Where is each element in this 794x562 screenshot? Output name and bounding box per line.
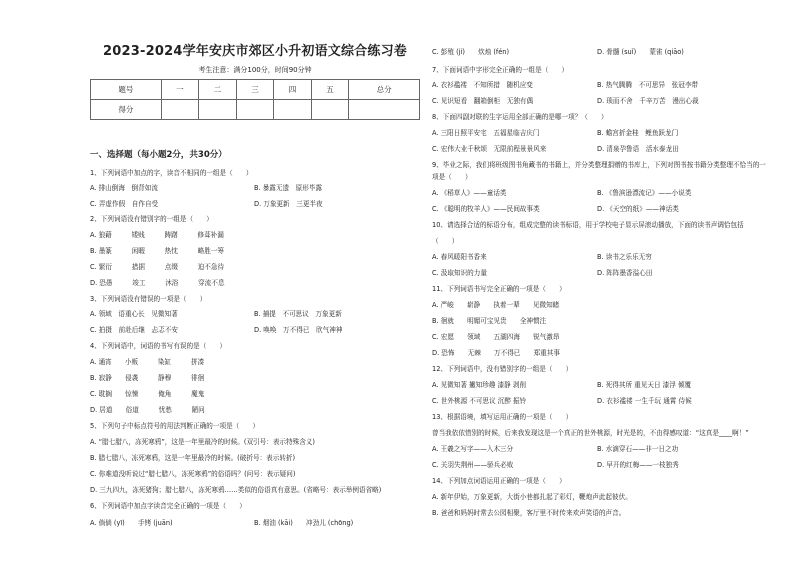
question-line: A. 新年伊始，万象更新，大街小巷都扎起了彩灯，鞭炮声此起彼伏。	[432, 493, 632, 501]
question-line: A. 春风暖阳书香来	[432, 253, 487, 261]
question-line: A. “腊七腊八，冻死寒鸦”，这是一年里最冷的时候。(双引号：表示特殊含义)	[90, 438, 315, 446]
question-line: D. 衣衫褴褛 一生千玩 通霄 侍候	[597, 397, 692, 405]
question-line: D. 唤唤 万不得已 欣气神神	[254, 326, 343, 334]
question-line: D. 骨髓 (suǐ) 蒙雀 (qiāo)	[597, 48, 684, 56]
question-line: D. 居道 俗道 忧愁 陋问	[90, 406, 205, 414]
question-line: C. 汲取知识的力量	[432, 269, 487, 277]
question-line: B. 烟油 (kāi) 冲劲儿 (chōng)	[254, 519, 354, 527]
question-line: A. 领域 语重心长 见微知著	[90, 310, 178, 318]
question-line: B. 墨篆 闲暇 热忱 略胜一筹	[90, 247, 224, 255]
question-line: A. 《稻草人》——童话类	[432, 189, 507, 197]
score-header-cell: 总分	[349, 80, 420, 100]
question-line: B. 《鲁滨逊漂流记》——小说类	[597, 189, 692, 197]
question-line: 4、下列词语中，词语的书写有误的是（ ）	[90, 342, 227, 350]
question-line: 9、毕业之际，我们将班级图书角藏书的书籍上，并分类整理捐赠的书库上，下列对图书按书籍分类整理不恰当的一	[432, 161, 766, 169]
score-cell[interactable]	[161, 100, 199, 120]
question-line: B. 徊就 明媚可宝见贵 全神惯注	[432, 317, 547, 325]
question-line: 项是（ ）	[432, 173, 472, 181]
question-line: （ ）	[432, 237, 459, 245]
exam-note: 考生注意：满分100分，时间90分钟	[198, 66, 312, 74]
question-line: C. 宏愿 领域 五湖四海 锐气激昂	[432, 333, 560, 341]
question-line: B. 水滴穿石——非一日之功	[597, 445, 679, 453]
question-line: D. 恐愚 竣工 沐浴 穿流不息	[90, 279, 225, 287]
question-line: 7、下面词语中字形完全正确的一组是（ ）	[432, 66, 569, 74]
question-line: D. 琐而不舍 千辛万苦 漫出心裁	[597, 97, 699, 105]
score-header-cell: 题号	[91, 80, 162, 100]
score-header-cell: 一	[161, 80, 199, 100]
question-line: A. 衣衫褴褛 不知所措 随机应变	[432, 81, 533, 89]
score-header-cell: 二	[199, 80, 237, 100]
question-line: B. 暴露无遗 原形毕露	[254, 184, 323, 192]
question-line: A. 严峻 崭静 执着一辈 见微知睹	[432, 301, 560, 309]
question-line: A. 王羲之写字——入木三分	[432, 445, 514, 453]
section-heading: 一、选择题（每小题2分，共30分）	[90, 150, 227, 160]
page-title: 2023-2024学年安庆市郊区小升初语文综合练习卷	[103, 44, 407, 59]
question-line: A. 三阳日照平安宅 五福星临吉庆门	[432, 129, 540, 137]
score-cell[interactable]	[274, 100, 312, 120]
question-line: 10、请选择合适的标语分布，组成完整的读书标语，用于学校电子显示屏滚动播放，下面的读书声调恰包括	[432, 221, 744, 229]
question-line: 6、下列词语中加点字读音完全正确的一项是（ ）	[90, 502, 246, 510]
question-line: C. 繁衍 措据 点缀 迫不急待	[90, 263, 225, 271]
question-line: C. 耽搁 惊悚 俺角 魔鬼	[90, 390, 205, 398]
question-line: B. 蟾宫折金桂 鲤鱼跃龙门	[597, 129, 679, 137]
question-line: C. 弄虚作假 自作自受	[90, 200, 159, 208]
question-line: A. 通宵 小贩 染缸 拼凑	[90, 358, 205, 366]
question-line: 13、根据语境，填写运用正确的一项是（ ）	[432, 413, 573, 421]
question-line: 14、下列加点词语运用正确的一项是（ ）	[432, 477, 566, 485]
score-header-cell: 五	[311, 80, 349, 100]
question-line: 曾当我依依惜别的时候，后来我发现这是一个真正的世外桃源，时光是的，不由得感叹道：“这真是____啊！”	[432, 429, 749, 437]
question-line: 1、下列词语中加点的字，读音不相同的一组是（ ）	[90, 169, 253, 177]
question-line: C. 宏伟大业千秋颂 无限前程景景风来	[432, 145, 547, 153]
question-line: 5、下列句子中标点符号的用法判断正确的一项是（ ）	[90, 422, 260, 430]
question-line: 11、下列词语书写完全正确的一项是（ ）	[432, 285, 566, 293]
question-line: C. 《聪明的牧羊人》——民间故事类	[432, 205, 540, 213]
question-line: B. 爸爸和妈妈时常去公园相聚，客厅里不时传来欢声笑语的声音。	[432, 509, 626, 517]
question-line: D. 三九四九，冻死猪狗；腊七腊八，冻死寒鸦……类似的俗语真有意思。(省略号：表示举例语省略)	[90, 486, 382, 494]
score-value-row	[91, 100, 420, 120]
question-line: C. 拍摄 前赴后继 忐忑不安	[90, 326, 178, 334]
question-line: C. 关羽失荆州——骄兵必败	[432, 461, 514, 469]
question-line: A. 见微知著 撇知珍趣 漆静 剥削	[432, 381, 526, 389]
score-row-label: 得分	[91, 100, 162, 120]
question-line: B. 读书之乐乐无穷	[597, 253, 652, 261]
score-header-cell: 四	[274, 80, 312, 100]
question-line: C. 世外桃源 不可思议 沉醉 振铃	[432, 397, 527, 405]
question-line: C. 彭殖 (jí) 炊烛 (fén)	[432, 48, 510, 56]
score-header-row	[91, 80, 420, 100]
question-line: D. 清泉孕鲁语 活水泰龙田	[597, 145, 679, 153]
question-line: A. 排山倒海 倒背如流	[90, 184, 158, 192]
question-line: A. 狼藉 矮贱 踌躇 修葺补漏	[90, 231, 224, 239]
score-table	[90, 79, 420, 120]
score-cell[interactable]	[311, 100, 349, 120]
question-line: B. 寂静 侵袭 静穆 徘徊	[90, 374, 205, 382]
question-line: 12、下列词语中，没有错别字的一组是（ ）	[432, 365, 573, 373]
question-line: D. 恐怖 无棘 万不得已 郑重其事	[432, 349, 560, 357]
question-line: D. 阵阵墨香溢心田	[597, 269, 653, 277]
question-line: 8、下面四副对联的生字运用全部正确的是哪一项？（ ）	[432, 113, 608, 121]
question-line: 2、下列词语没有错别字的一组是（ ）	[90, 215, 213, 223]
question-line: C. 见识短看 翻箱倒柜 无独有偶	[432, 97, 534, 105]
score-header-cell: 三	[236, 80, 274, 100]
question-line: D. 万象更新 三更半夜	[254, 200, 323, 208]
question-line: B. 死得其所 重见天日 漆浮 倾覆	[597, 381, 692, 389]
question-line: D. 早开的红梅——一枝独秀	[597, 461, 679, 469]
question-line: B. 热气腾腾 不可思异 张冠李带	[597, 81, 699, 89]
score-cell[interactable]	[199, 100, 237, 120]
question-line: C. 你难道没听说过“腊七腊八，冻死寒鸦”的俗语吗？(问号：表示疑问)	[90, 470, 296, 478]
question-line: D. 《天空的纸》——神话类	[597, 205, 679, 213]
question-line: B. 捕提 不可思议 万象更新	[254, 310, 342, 318]
score-cell[interactable]	[349, 100, 420, 120]
score-cell[interactable]	[236, 100, 274, 120]
question-line: 3、下列词语没有错误的一项是（ ）	[90, 295, 207, 303]
question-line: B. 腊七腊八，冻死寒鸦，这是一年里最冷的时候。(破折号：表示转折)	[90, 454, 296, 462]
question-line: A. 倘倘 (yī) 手铐 (juān)	[90, 519, 173, 527]
